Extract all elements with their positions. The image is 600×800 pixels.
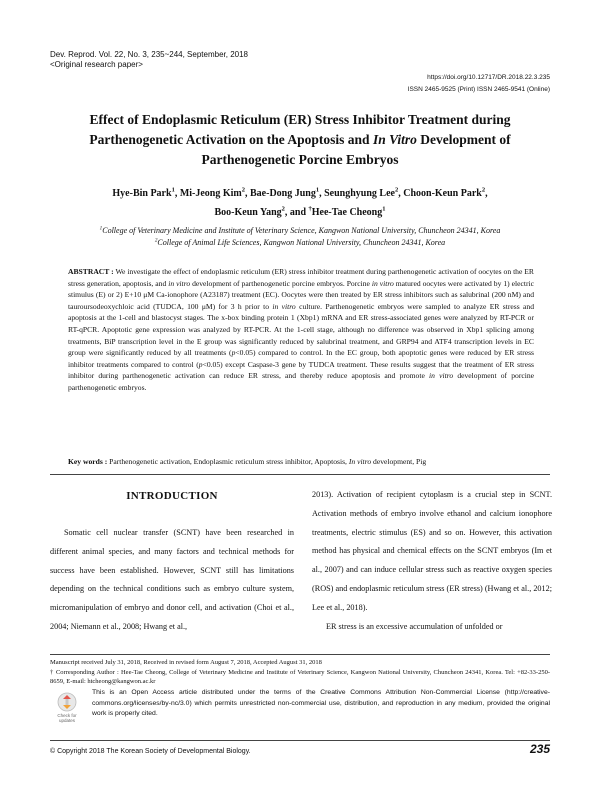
article-title bbox=[50, 110, 550, 170]
abstract: ABSTRACT : We investigate the effect of endoplasmic reticulum (ER) stress inhibitor treatment during parthenogenetic activation of oocytes on the ER stress generation, apoptosis, and in vitro development of parthenogenetic porcine embryos. Porcine in vitro matured oocytes were activated by 1) electric stimulus (E) or 2) E+10 μM Ca-ionophore (A23187) treatment (EC). Oocytes were then treated by ER stress inhibitors such as salubrinal (200 nM) and tauroursodeoxychloic acid (TUDCA, 100 μM) for 3 h prior to in vitro culture. Parthenogenetic embryos were sampled to analyze ER stress and apoptosis at the 1-cell and blastocyst stages. The x-box binding protein 1 (Xbp1) mRNA and ER stress-associated genes were analyzed by RT-PCR or RT-qPCR. Apoptotic gene expression was analyzed by RT-PCR. At the 1-cell stage, although no difference was observed in Xbp1 splicing among treatments, BiP transcription level in the E group was significantly reduced by salubrinal treatment, and GRP94 and ATF4 transcription levels in EC group were significantly reduced by all treatments (p<0.05) compared to control. In the EC group, both apoptotic genes were reduced by ER stress inhibitor treatments compared to control (p<0.05) except Caspase-3 gene by TUDCA treatment. These results suggest that the treatment of ER stress inhibitor during parthenogenetic activation can reduce ER stress, and thereby reduce apoptosis and promote in vitro development of porcine parthenogenetic embryos. bbox=[68, 267, 535, 392]
check-for-updates-badge[interactable] bbox=[52, 691, 82, 725]
svg-text:Check for: Check for bbox=[57, 713, 77, 718]
body-column-right bbox=[312, 486, 552, 636]
section-heading: INTRODUCTION bbox=[126, 490, 218, 502]
paper-type: <Original research paper> bbox=[50, 60, 143, 69]
affiliations bbox=[50, 225, 550, 249]
author: Choon-Keun Park$^2$, bbox=[403, 186, 488, 199]
author: Mi-Jeong Kim$^2$, bbox=[179, 186, 250, 199]
doi-block bbox=[408, 72, 550, 96]
keywords-label: Key words : bbox=[68, 457, 108, 466]
page-number: 235 bbox=[529, 742, 550, 756]
body-paragraph: Somatic cell nuclear transfer (SCNT) have been researched in different animal species, and many factors and technical methods for success have been established. However, SCNT still has limitations depending on the technical conditions such as embryo culture system, micromanipulation of embryo and donor cell, and activation (Choi et al., 2004; Niemann et al., 2008; Hwang et al., bbox=[50, 528, 294, 631]
journal-header bbox=[50, 50, 248, 70]
doi-link[interactable]: https://doi.org/10.12717/DR.2018.22.3.235 bbox=[427, 74, 550, 81]
journal-citation: Dev. Reprod. Vol. 22, No. 3, 235~244, September, 2018 bbox=[50, 50, 248, 59]
author-list bbox=[50, 184, 550, 222]
body-paragraph: ER stress is an excessive accumulation of unfolded or bbox=[326, 621, 503, 631]
affiliation: $^2$College of Animal Life Sciences, Kangwon National University, Chuncheon 24341, Korea bbox=[154, 237, 446, 247]
copyright: © Copyright 2018 The Korean Society of Developmental Biology. bbox=[50, 748, 251, 755]
keywords: Key words : Parthenogenetic activation, Endoplasmic reticulum stress inhibitor, Apoptosis, In vitro development, Pig bbox=[68, 457, 427, 466]
affiliation: $^1$College of Veterinary Medicine and Institute of Veterinary Science, Kangwon National University, Chuncheon 24341, Korea bbox=[99, 225, 501, 235]
manuscript-dates: Manuscript received July 31, 2018, Received in revised form August 7, 2018, Accepted August 31, 2018 bbox=[50, 659, 322, 666]
corresponding-author: † Corresponding Author : Hee-Tae Cheong, College of Veterinary Medicine and Institute of Veterinary Science, Kangwon National University, Chuncheon 24341, Korea. Tel: +82-33-250-8659, E-mail: htcheong@kangwon.ac.kr bbox=[50, 668, 550, 685]
footnotes bbox=[50, 658, 550, 687]
svg-text:updates: updates bbox=[58, 718, 76, 723]
author: Hye-Bin Park$^1$, bbox=[112, 186, 180, 199]
abstract-label: ABSTRACT : bbox=[68, 267, 114, 276]
body-column-left bbox=[50, 486, 294, 637]
title-italic: In Vitro bbox=[372, 132, 417, 147]
open-access-notice: This is an Open Access article distributed under the terms of the Creative Commons Attribution Non-Commercial License (http://creative-commons.org/licenses/by-nc/3.0) which permits unrestricted non-commercial use, distribution, and reproduction in any medium, provided the original work is properly cited. bbox=[92, 689, 550, 718]
title-part2: Development of Parthenogenetic Porcine Embryos bbox=[201, 132, 511, 167]
author: Bae-Dong Jung$^1$, bbox=[250, 186, 325, 199]
author: Seunghyung Lee$^2$, bbox=[324, 186, 404, 199]
title-part1: Effect of Endoplasmic Reticulum (ER) Stress Inhibitor Treatment during Parthenogenetic Activation on the Apoptosis and bbox=[89, 112, 511, 147]
footnote-divider bbox=[50, 654, 550, 655]
body-paragraph: 2013). Activation of recipient cytoplasm is a crucial step in SCNT. Activation methods of embryo involve ethanol and calcium ionophore treatments, electric stimulus (ES) and so on. However, this activation method has physical and chemical effects on the SCNT embryos (Im et al., 2007) and can induce cellular stress such as reactive oxygen species (ROS) and endoplasmic reticulum stress (ER stress) (Hwang et al., 2012; Lee et al., 2018). bbox=[312, 490, 552, 612]
author: Boo-Keun Yang$^2$, and bbox=[214, 205, 309, 218]
check-for-updates-icon bbox=[52, 691, 82, 725]
issn: ISSN 2465-9525 (Print) ISSN 2465-9541 (Online) bbox=[407, 86, 550, 93]
abstract-divider bbox=[50, 474, 550, 475]
author-corresponding: †Hee-Tae Cheong$^1$ bbox=[308, 205, 386, 218]
bottom-divider bbox=[50, 740, 550, 741]
